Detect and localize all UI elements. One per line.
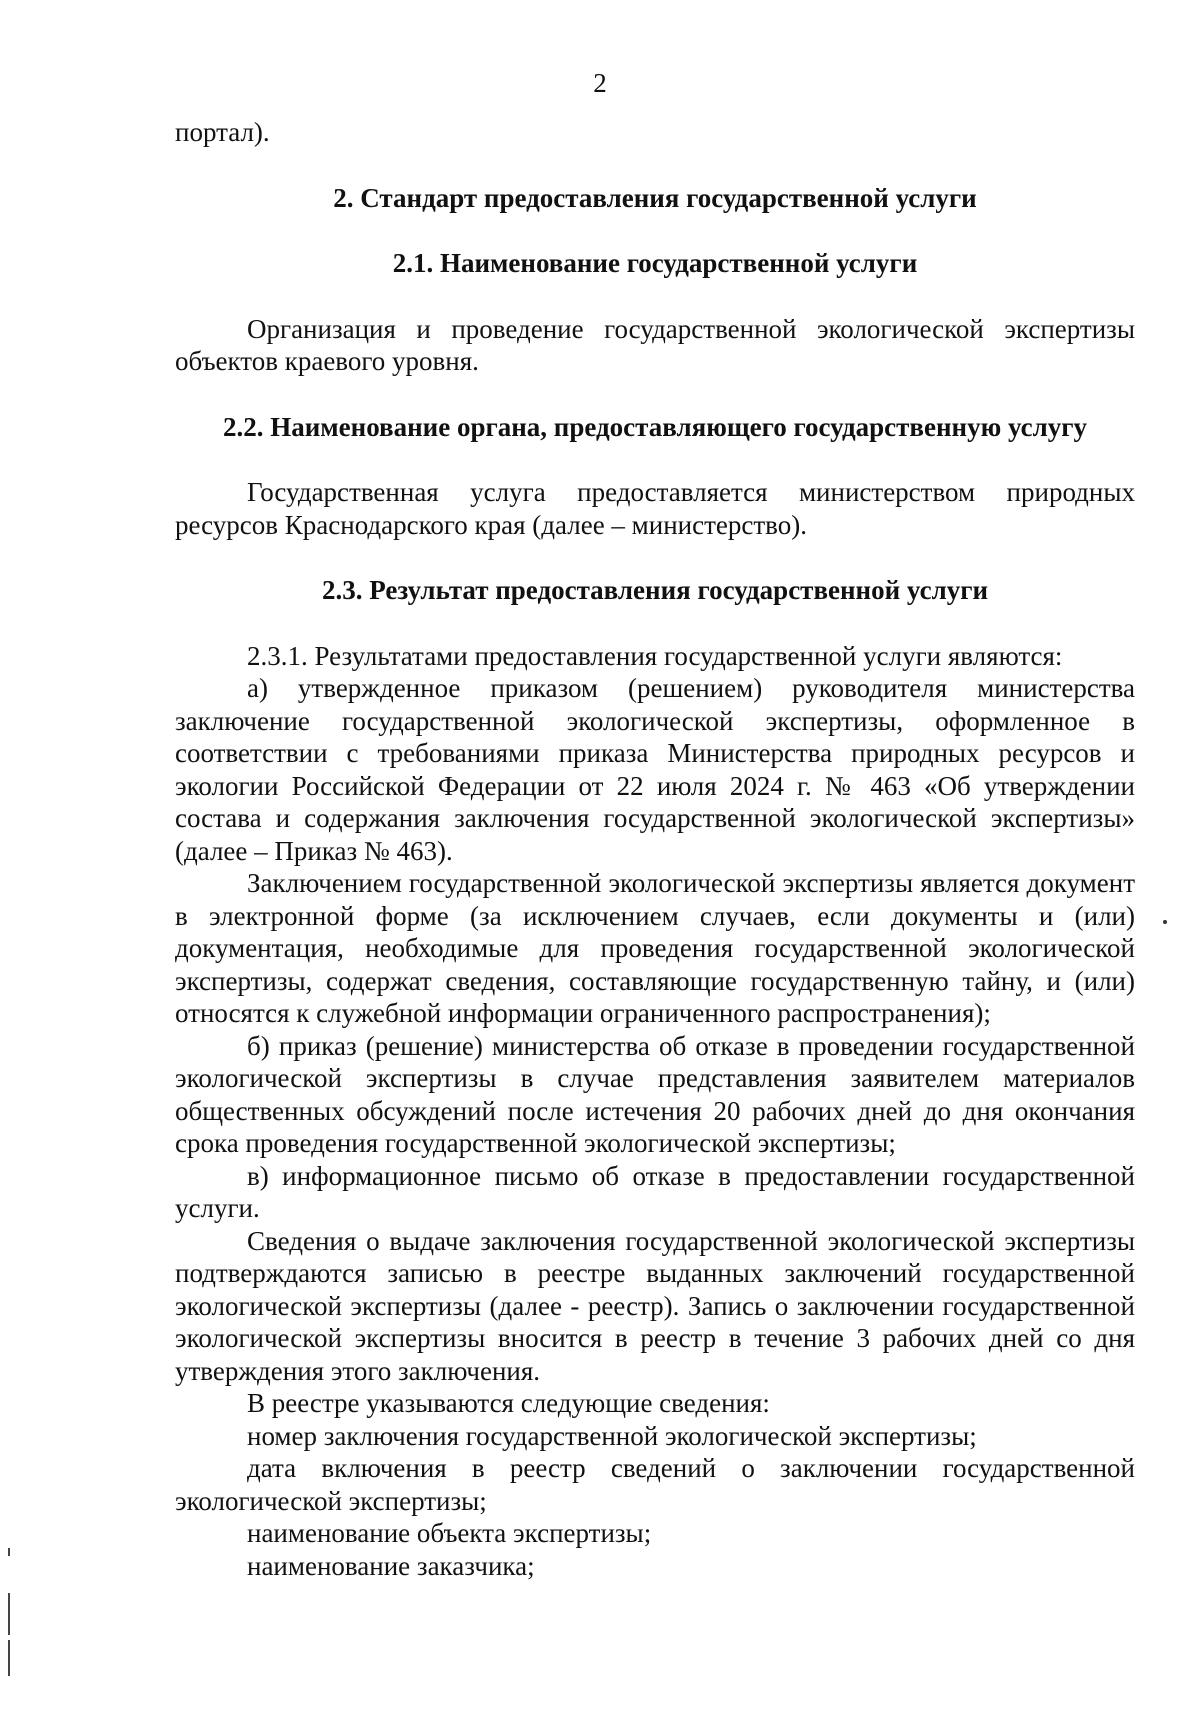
paragraph-result-b: б) приказ (решение) министерства об отказе в проведении государственной экологической экспертизы в случае представления заявителем материалов общественных обсуждений после истечения 20 рабочих дней до дня окончания срока проведения государственной экологической экспертизы; xyxy=(175,1030,1135,1158)
scan-artifact-line xyxy=(8,1593,10,1635)
paragraph-registry: Сведения о выдаче заключения государственной экологической экспертизы подтверждаются записью в реестре выданных заключений государственной экологической экспертизы (далее - реестр). Запись о заключении государственной экологической экспертизы вносится в реестр в течение 3 рабочих дней со дня утверждения этого заключения. xyxy=(175,1225,1135,1386)
paragraph-result-a: а) утвержденное приказом (решением) руководителя министерства заключение государственной экологической экспертизы, оформленное в соответствии с требованиями приказа Министерства природных ресурсов и экологии Российской Федерации от 22 июля 2024 г. № 463 «Об утверждении состава и содержания заключения государственной экологической экспертизы» (далее – Приказ № 463). xyxy=(175,673,1135,866)
section-2-heading: 2. Стандарт предоставления государственной услуги xyxy=(333,182,977,213)
carryover-text: портал). xyxy=(175,117,270,147)
registry-item-number: номер заключения государственной экологической экспертизы; xyxy=(247,1420,977,1451)
page-number: 2 xyxy=(593,68,607,98)
registry-item-object-name: наименование объекта экспертизы; xyxy=(247,1518,652,1548)
section-2-1-heading: 2.1. Наименование государственной услуги xyxy=(392,248,918,278)
scan-artifact-line xyxy=(8,1640,10,1676)
section-2-2-text: Государственная услуга предоставляется министерством природных ресурсов Краснодарского края (далее – министерство). xyxy=(175,477,1135,540)
scan-artifact-line xyxy=(8,1548,10,1556)
section-2-1-text: Организация и проведение государственной экологической экспертизы объектов краевого уровня. xyxy=(175,313,1135,376)
paragraph-2-3-1: 2.3.1. Результатами предоставления государственной услуги являются: xyxy=(247,640,1063,671)
document-body xyxy=(175,116,1135,1582)
paragraph-registry-intro: В реестре указываются следующие сведения: xyxy=(247,1388,770,1418)
registry-item-date: дата включения в реестр сведений о заключении государственной экологической экспертизы; xyxy=(175,1453,1135,1516)
scan-artifact-dot xyxy=(1163,920,1167,924)
registry-item-customer-name: наименование заказчика; xyxy=(247,1550,535,1581)
section-2-3-heading: 2.3. Результат предоставления государственной услуги xyxy=(321,575,989,605)
section-2-2-heading: 2.2. Наименование органа, предоставляющего государственную услугу xyxy=(222,411,1088,442)
paragraph-result-v: в) информационное письмо об отказе в предоставлении государственной услуги. xyxy=(175,1160,1135,1223)
paragraph-conclusion-definition: Заключением государственной экологической экспертизы является документ в электронной форме (за исключением случаев, если документы и (или) документация, необходимые для проведения государственной экологической экспертизы, содержат сведения, составляющие государственную тайну, и (или) относятся к служебной информации ограниченного распространения); xyxy=(175,868,1135,1028)
